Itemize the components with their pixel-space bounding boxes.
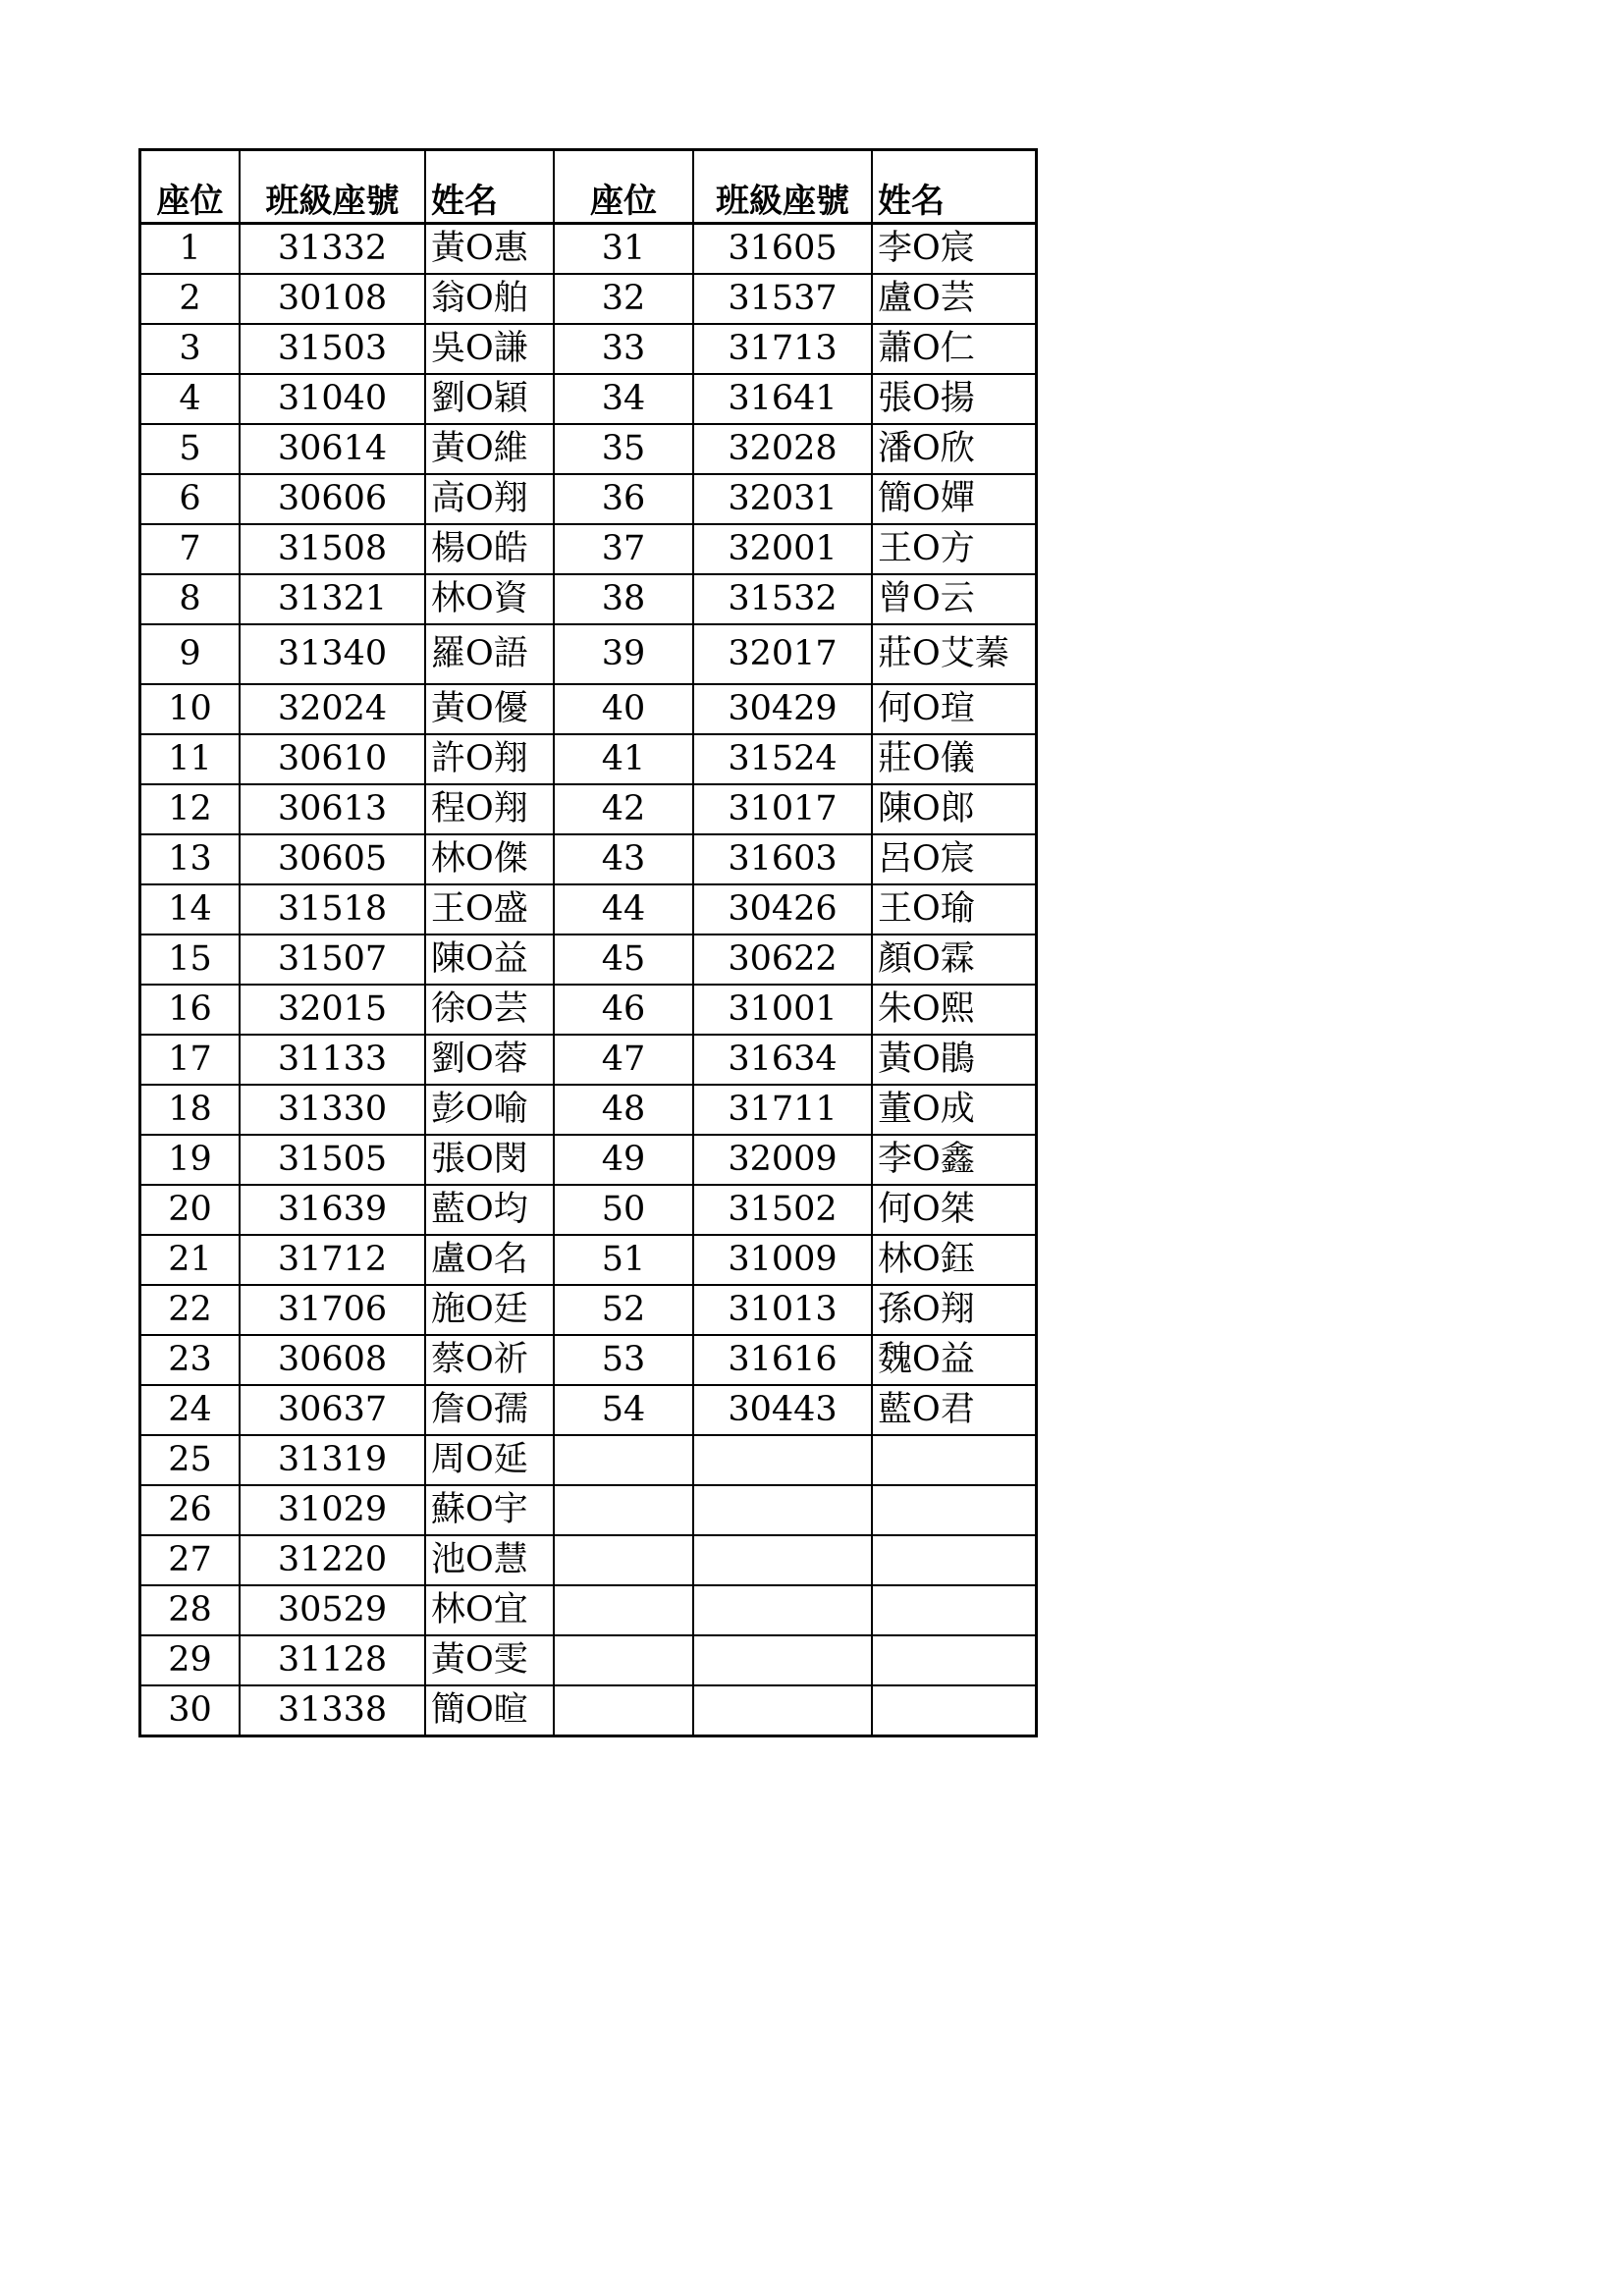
right-name-cell [872,1635,1037,1685]
left-name-cell: 彭O喻 [425,1085,554,1135]
left-class-seat-no-cell: 31706 [240,1285,425,1335]
left-seat-cell: 3 [140,324,241,374]
left-class-seat-no-cell: 32015 [240,985,425,1035]
left-name-cell: 周O延 [425,1435,554,1485]
table-header [140,150,1037,224]
right-class-seat-no-cell: 32028 [693,424,872,474]
right-class-seat-no-cell: 32017 [693,624,872,684]
right-seat-cell [554,1685,693,1736]
right-class-seat-no-cell: 31013 [693,1285,872,1335]
left-name-cell: 黃O雯 [425,1635,554,1685]
header-name-left: 姓名 [425,150,554,224]
right-name-cell: 孫O翔 [872,1285,1037,1335]
right-name-cell [872,1535,1037,1585]
left-name-cell: 黃O惠 [425,224,554,275]
header-seat-right: 座位 [554,150,693,224]
left-seat-cell: 14 [140,884,241,934]
right-seat-cell: 35 [554,424,693,474]
left-seat-cell: 17 [140,1035,241,1085]
right-class-seat-no-cell: 31017 [693,784,872,834]
left-seat-cell: 21 [140,1235,241,1285]
table-row [140,1085,1037,1135]
right-class-seat-no-cell [693,1485,872,1535]
left-name-cell: 盧O名 [425,1235,554,1285]
left-name-cell: 程O翔 [425,784,554,834]
right-name-cell [872,1685,1037,1736]
right-seat-cell: 52 [554,1285,693,1335]
right-seat-cell: 51 [554,1235,693,1285]
left-seat-cell: 24 [140,1385,241,1435]
left-class-seat-no-cell: 31505 [240,1135,425,1185]
right-seat-cell: 36 [554,474,693,524]
header-seat-left: 座位 [140,150,241,224]
right-class-seat-no-cell [693,1685,872,1736]
left-class-seat-no-cell: 30637 [240,1385,425,1435]
table-row [140,1635,1037,1685]
table-row [140,1685,1037,1736]
left-name-cell: 劉O穎 [425,374,554,424]
left-class-seat-no-cell: 31133 [240,1035,425,1085]
left-name-cell: 池O慧 [425,1535,554,1585]
right-seat-cell [554,1535,693,1585]
table-row [140,1185,1037,1235]
right-name-cell: 莊O儀 [872,734,1037,784]
table-row [140,1235,1037,1285]
left-name-cell: 林O傑 [425,834,554,884]
table-row [140,224,1037,275]
left-name-cell: 施O廷 [425,1285,554,1335]
right-class-seat-no-cell [693,1435,872,1485]
right-seat-cell: 53 [554,1335,693,1385]
left-seat-cell: 12 [140,784,241,834]
right-name-cell: 呂O宸 [872,834,1037,884]
right-class-seat-no-cell: 31605 [693,224,872,275]
left-seat-cell: 23 [140,1335,241,1385]
left-class-seat-no-cell: 30606 [240,474,425,524]
header-class-seat-no-left: 班級座號 [240,150,425,224]
left-class-seat-no-cell: 31340 [240,624,425,684]
right-class-seat-no-cell [693,1535,872,1585]
left-class-seat-no-cell: 30613 [240,784,425,834]
right-class-seat-no-cell: 31641 [693,374,872,424]
right-name-cell: 簡O嬋 [872,474,1037,524]
left-name-cell: 翁O舶 [425,274,554,324]
left-name-cell: 藍O均 [425,1185,554,1235]
left-class-seat-no-cell: 30610 [240,734,425,784]
table-row [140,784,1037,834]
table-row [140,524,1037,574]
right-name-cell: 林O鈺 [872,1235,1037,1285]
right-seat-cell: 50 [554,1185,693,1235]
table-row [140,834,1037,884]
right-name-cell: 黃O鵑 [872,1035,1037,1085]
left-seat-cell: 16 [140,985,241,1035]
left-class-seat-no-cell: 30529 [240,1585,425,1635]
right-class-seat-no-cell: 31634 [693,1035,872,1085]
left-class-seat-no-cell: 31330 [240,1085,425,1135]
header-class-seat-no-right: 班級座號 [693,150,872,224]
left-seat-cell: 27 [140,1535,241,1585]
right-seat-cell: 45 [554,934,693,985]
right-name-cell: 陳O郎 [872,784,1037,834]
left-class-seat-no-cell: 30605 [240,834,425,884]
table-row [140,474,1037,524]
right-class-seat-no-cell: 30622 [693,934,872,985]
right-class-seat-no-cell: 31532 [693,574,872,624]
right-name-cell: 李O宸 [872,224,1037,275]
right-class-seat-no-cell: 31711 [693,1085,872,1135]
right-class-seat-no-cell: 32001 [693,524,872,574]
right-seat-cell: 32 [554,274,693,324]
table-row [140,624,1037,684]
left-class-seat-no-cell: 30614 [240,424,425,474]
right-seat-cell: 48 [554,1085,693,1135]
left-seat-cell: 18 [140,1085,241,1135]
right-name-cell: 董O成 [872,1085,1037,1135]
left-class-seat-no-cell: 31128 [240,1635,425,1685]
right-class-seat-no-cell: 30443 [693,1385,872,1435]
table-row [140,1585,1037,1635]
right-seat-cell: 44 [554,884,693,934]
table-row [140,734,1037,784]
right-class-seat-no-cell [693,1585,872,1635]
left-seat-cell: 9 [140,624,241,684]
left-class-seat-no-cell: 31639 [240,1185,425,1235]
right-seat-cell: 31 [554,224,693,275]
right-seat-cell: 34 [554,374,693,424]
left-name-cell: 劉O蓉 [425,1035,554,1085]
right-class-seat-no-cell: 31001 [693,985,872,1035]
left-class-seat-no-cell: 31321 [240,574,425,624]
right-name-cell: 魏O益 [872,1335,1037,1385]
right-seat-cell: 38 [554,574,693,624]
right-name-cell [872,1585,1037,1635]
right-name-cell: 莊O艾蓁 [872,624,1037,684]
table-row [140,684,1037,734]
left-class-seat-no-cell: 31507 [240,934,425,985]
left-name-cell: 詹O孺 [425,1385,554,1435]
right-name-cell: 張O揚 [872,374,1037,424]
table-row [140,934,1037,985]
right-name-cell: 盧O芸 [872,274,1037,324]
left-seat-cell: 10 [140,684,241,734]
left-class-seat-no-cell: 31319 [240,1435,425,1485]
table-row [140,1435,1037,1485]
left-class-seat-no-cell: 31029 [240,1485,425,1535]
right-name-cell: 何O桀 [872,1185,1037,1235]
right-name-cell: 王O瑜 [872,884,1037,934]
table-row [140,1035,1037,1085]
left-seat-cell: 5 [140,424,241,474]
left-name-cell: 徐O芸 [425,985,554,1035]
right-seat-cell: 41 [554,734,693,784]
right-class-seat-no-cell: 30429 [693,684,872,734]
table-row [140,1385,1037,1435]
left-name-cell: 簡O暄 [425,1685,554,1736]
right-class-seat-no-cell: 32009 [693,1135,872,1185]
left-seat-cell: 4 [140,374,241,424]
left-class-seat-no-cell: 31220 [240,1535,425,1585]
left-name-cell: 高O翔 [425,474,554,524]
left-seat-cell: 26 [140,1485,241,1535]
left-seat-cell: 8 [140,574,241,624]
right-seat-cell: 39 [554,624,693,684]
right-class-seat-no-cell: 31537 [693,274,872,324]
left-seat-cell: 15 [140,934,241,985]
right-seat-cell: 40 [554,684,693,734]
left-class-seat-no-cell: 31712 [240,1235,425,1285]
left-seat-cell: 29 [140,1635,241,1685]
left-class-seat-no-cell: 31503 [240,324,425,374]
left-class-seat-no-cell: 31332 [240,224,425,275]
left-name-cell: 羅O語 [425,624,554,684]
left-class-seat-no-cell: 31508 [240,524,425,574]
left-name-cell: 林O資 [425,574,554,624]
right-seat-cell [554,1485,693,1535]
table-row [140,324,1037,374]
right-seat-cell [554,1435,693,1485]
right-seat-cell: 43 [554,834,693,884]
header-name-right: 姓名 [872,150,1037,224]
right-name-cell: 潘O欣 [872,424,1037,474]
left-class-seat-no-cell: 32024 [240,684,425,734]
right-name-cell: 顏O霖 [872,934,1037,985]
right-name-cell: 王O方 [872,524,1037,574]
right-seat-cell: 42 [554,784,693,834]
right-class-seat-no-cell: 31603 [693,834,872,884]
right-seat-cell: 37 [554,524,693,574]
left-name-cell: 王O盛 [425,884,554,934]
table-row [140,884,1037,934]
left-class-seat-no-cell: 31338 [240,1685,425,1736]
left-name-cell: 黃O維 [425,424,554,474]
right-seat-cell: 46 [554,985,693,1035]
left-name-cell: 黃O優 [425,684,554,734]
left-seat-cell: 13 [140,834,241,884]
left-seat-cell: 28 [140,1585,241,1635]
right-class-seat-no-cell [693,1635,872,1685]
header-row [140,150,1037,224]
right-class-seat-no-cell: 31502 [693,1185,872,1235]
table-row [140,985,1037,1035]
table-row [140,1535,1037,1585]
right-seat-cell: 33 [554,324,693,374]
left-name-cell: 吳O謙 [425,324,554,374]
left-seat-cell: 19 [140,1135,241,1185]
right-name-cell: 朱O熙 [872,985,1037,1035]
left-class-seat-no-cell: 30608 [240,1335,425,1385]
right-name-cell [872,1485,1037,1535]
table-row [140,1285,1037,1335]
left-name-cell: 楊O皓 [425,524,554,574]
table-row [140,1335,1037,1385]
left-seat-cell: 7 [140,524,241,574]
seating-table [138,148,1038,1737]
table-row [140,1135,1037,1185]
left-class-seat-no-cell: 31040 [240,374,425,424]
left-seat-cell: 1 [140,224,241,275]
left-name-cell: 蔡O祈 [425,1335,554,1385]
left-seat-cell: 6 [140,474,241,524]
right-seat-cell: 49 [554,1135,693,1185]
right-seat-cell [554,1635,693,1685]
left-class-seat-no-cell: 30108 [240,274,425,324]
left-seat-cell: 11 [140,734,241,784]
right-class-seat-no-cell: 31713 [693,324,872,374]
right-seat-cell: 54 [554,1385,693,1435]
left-seat-cell: 25 [140,1435,241,1485]
left-name-cell: 林O宜 [425,1585,554,1635]
right-seat-cell: 47 [554,1035,693,1085]
right-name-cell: 蕭O仁 [872,324,1037,374]
left-name-cell: 許O翔 [425,734,554,784]
left-seat-cell: 20 [140,1185,241,1235]
right-class-seat-no-cell: 31524 [693,734,872,784]
right-name-cell: 曾O云 [872,574,1037,624]
right-class-seat-no-cell: 31616 [693,1335,872,1385]
table-body [140,224,1037,1736]
right-name-cell: 何O瑄 [872,684,1037,734]
right-class-seat-no-cell: 32031 [693,474,872,524]
table-row [140,274,1037,324]
right-class-seat-no-cell: 30426 [693,884,872,934]
right-name-cell: 李O鑫 [872,1135,1037,1185]
left-class-seat-no-cell: 31518 [240,884,425,934]
right-name-cell [872,1435,1037,1485]
right-class-seat-no-cell: 31009 [693,1235,872,1285]
table-row [140,1485,1037,1535]
left-name-cell: 陳O益 [425,934,554,985]
left-name-cell: 蘇O宇 [425,1485,554,1535]
table-row [140,574,1037,624]
left-name-cell: 張O閔 [425,1135,554,1185]
table-row [140,374,1037,424]
table-row [140,424,1037,474]
left-seat-cell: 22 [140,1285,241,1335]
right-name-cell: 藍O君 [872,1385,1037,1435]
left-seat-cell: 2 [140,274,241,324]
right-seat-cell [554,1585,693,1635]
left-seat-cell: 30 [140,1685,241,1736]
